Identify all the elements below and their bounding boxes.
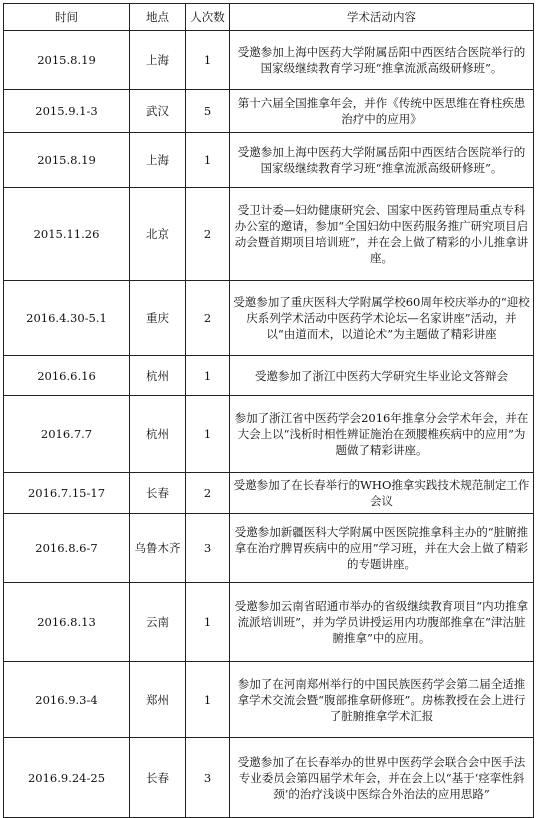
cell-date: 2016.6.16 (4, 356, 130, 396)
table-row (4, 356, 534, 396)
cell-content: 受邀参加了在长春举行的WHO推拿实践技术规范制定工作会议 (230, 473, 534, 514)
table-row (4, 473, 534, 514)
cell-date: 2015.9.1-3 (4, 90, 130, 133)
header-content: 学术活动内容 (230, 4, 534, 31)
table-row (4, 583, 534, 662)
cell-date: 2016.7.7 (4, 396, 130, 473)
cell-content: 受卫计委—妇幼健康研究会、国家中医药管理局重点专科办公室的邀请，参加“全国妇幼中医药服务推广研究项目启动会暨首期项目培训班”，并在会上做了精彩的小儿推拿讲座。 (230, 188, 534, 281)
cell-content: 参加了浙江省中医药学会2016年推拿分会学术年会，并在大会上以“浅析时相性辨证施治在颈腰椎疾病中的应用”为题做了精彩讲座。 (230, 396, 534, 473)
cell-content: 受邀参加了重庆医科大学附属学校60周年校庆举办的“迎校庆系列学术活动中医药学术论坛—名家讲座”活动，并以“由道而术，以道论术”为主题做了精彩讲座 (230, 281, 534, 356)
header-place: 地点 (130, 4, 186, 31)
cell-place: 上海 (130, 31, 186, 90)
cell-content: 受邀参加云南省昭通市举办的省级继续教育项目“内功推拿流派培训班”，并为学员讲授运用内功腹部推拿在“津沽脏腑推拿”中的应用。 (230, 583, 534, 662)
table-row (4, 188, 534, 281)
cell-content: 受邀参加了在长春举办的世界中医药学会联合会中医手法专业委员会第四届学术年会，并在会上以“基于‘痉挛性斜颈’的治疗浅谈中医综合外治法的应用思路” (230, 738, 534, 818)
cell-content: 受邀参加上海中医药大学附属岳阳中西医结合医院举行的国家级继续教育学习班“推拿流派高级研修班”。 (230, 31, 534, 90)
cell-count: 1 (186, 662, 230, 738)
cell-date: 2015.8.19 (4, 133, 130, 188)
cell-count: 1 (186, 583, 230, 662)
cell-count: 1 (186, 356, 230, 396)
cell-place: 郑州 (130, 662, 186, 738)
cell-place: 杭州 (130, 356, 186, 396)
cell-content: 受邀参加上海中医药大学附属岳阳中西医结合医院举行的国家级继续教育学习班“推拿流派高级研修班”。 (230, 133, 534, 188)
cell-date: 2016.9.24-25 (4, 738, 130, 818)
cell-date: 2016.9.3-4 (4, 662, 130, 738)
cell-count: 2 (186, 473, 230, 514)
cell-content: 第十六届全国推拿年会，并作《传统中医思维在脊柱疾患治疗中的应用》 (230, 90, 534, 133)
activity-table (3, 3, 534, 818)
cell-place: 杭州 (130, 396, 186, 473)
table-row (4, 31, 534, 90)
cell-count: 2 (186, 281, 230, 356)
cell-count: 5 (186, 90, 230, 133)
cell-date: 2016.7.15-17 (4, 473, 130, 514)
cell-count: 1 (186, 31, 230, 90)
table-row (4, 738, 534, 818)
cell-place: 长春 (130, 473, 186, 514)
cell-count: 1 (186, 396, 230, 473)
table-row (4, 396, 534, 473)
cell-count: 3 (186, 514, 230, 583)
cell-date: 2015.11.26 (4, 188, 130, 281)
cell-content: 参加了在河南郑州举行的中国民族医药学会第二届全适推拿学术交流会暨“腹部推拿研修班”。房栋教授在会上进行了脏腑推拿学术汇报 (230, 662, 534, 738)
header-date: 时间 (4, 4, 130, 31)
cell-count: 2 (186, 188, 230, 281)
cell-date: 2015.8.19 (4, 31, 130, 90)
header-row (4, 4, 534, 31)
cell-date: 2016.8.6-7 (4, 514, 130, 583)
cell-place: 武汉 (130, 90, 186, 133)
cell-date: 2016.8.13 (4, 583, 130, 662)
cell-place: 云南 (130, 583, 186, 662)
table-row (4, 281, 534, 356)
cell-place: 乌鲁木齐 (130, 514, 186, 583)
cell-place: 上海 (130, 133, 186, 188)
table-row (4, 133, 534, 188)
cell-count: 3 (186, 738, 230, 818)
cell-place: 长春 (130, 738, 186, 818)
cell-place: 重庆 (130, 281, 186, 356)
cell-date: 2016.4.30-5.1 (4, 281, 130, 356)
cell-place: 北京 (130, 188, 186, 281)
header-count: 人次数 (186, 4, 230, 31)
table-row (4, 514, 534, 583)
cell-content: 受邀参加新疆医科大学附属中医医院推拿科主办的“脏腑推拿在治疗脾胃疾病中的应用”学习班，并在大会上做了精彩的专题讲座。 (230, 514, 534, 583)
cell-count: 1 (186, 133, 230, 188)
table-row (4, 90, 534, 133)
table-row (4, 662, 534, 738)
cell-content: 受邀参加了浙江中医药大学研究生毕业论文答辩会 (230, 356, 534, 396)
